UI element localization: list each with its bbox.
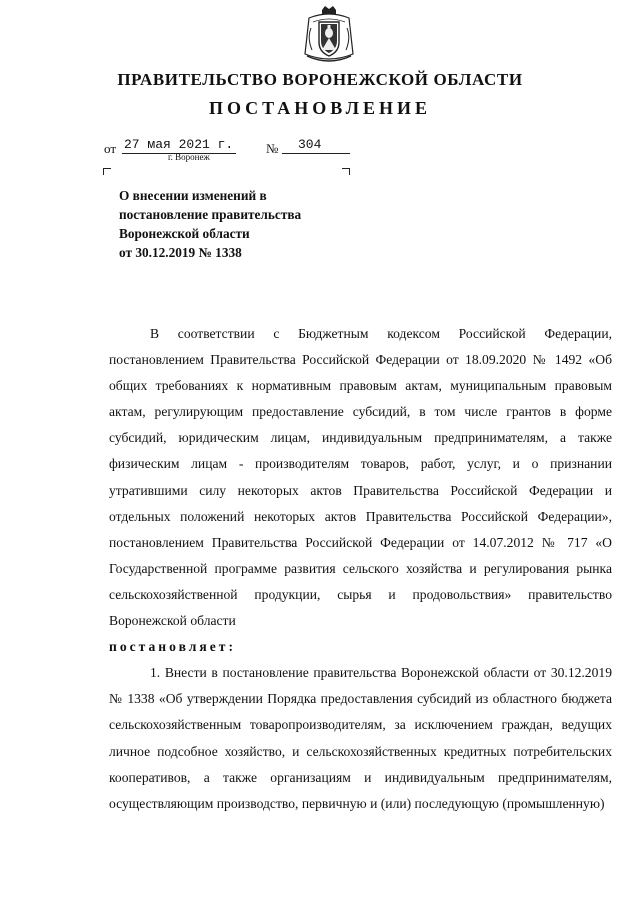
number-prefix: № <box>266 141 279 156</box>
document-subject <box>119 186 379 262</box>
city-label: г. Воронеж <box>168 152 210 162</box>
government-title: ПРАВИТЕЛЬСТВО ВОРОНЕЖСКОЙ ОБЛАСТИ <box>117 70 523 89</box>
document-body <box>109 321 612 817</box>
coat-of-arms-icon <box>303 6 355 64</box>
item-1-paragraph: 1. Внести в постановление правительства Воронежской области от 30.12.2019 № 1338 «Об утверждении Порядка предоставления субсидий из областного бюджета сельскохозяйственным товаропроизводителям, за исключением граждан, ведущих личное подсобное хозяйство, и сельскохозяйственных кредитных потребительских кооперативов, а также организациям и индивидуальным предпринимателям, осуществляющим производство, первичную и (или) последующую (промышленную) <box>109 665 612 811</box>
date-number-row <box>104 138 364 158</box>
document-number: 304 <box>282 138 350 154</box>
left-corner-mark <box>103 168 111 175</box>
subject-line: Воронежской области <box>119 226 250 241</box>
subject-line: постановление правительства <box>119 207 302 222</box>
subject-line: О внесении изменений в <box>119 188 267 203</box>
subject-line: от 30.12.2019 № 1338 <box>119 245 242 260</box>
decree-word: постановляет: <box>109 639 236 655</box>
intro-paragraph: В соответствии с Бюджетным кодексом Российской Федерации, постановлением Правительства Российской Федерации от 18.09.2020 № 1492 «Об общих требованиях к нормативным правовым актам, муниципальным правовым актам, регулирующим предоставление субсидий, в том числе грантов в форме субсидий, юридическим лицам, индивидуальным предпринимателям, а также физическим лицам - производителям товаров, работ, услуг, и о признании утратившими силу некоторых актов Правительства Российской Федерации и отдельных положений некоторых актов Правительства Российской Федерации», постановлением Правительства Российской Федерации от 14.07.2012 № 717 «О Государственной программе развития сельского хозяйства и регулирования рынка сельскохозяйственной продукции, сырья и продовольствия» правительство Воронежской области <box>109 326 612 629</box>
right-corner-mark <box>342 168 350 175</box>
document-type: ПОСТАНОВЛЕНИЕ <box>208 98 432 118</box>
document-date: 27 мая 2021 г. <box>122 138 236 154</box>
date-prefix: от <box>104 141 117 156</box>
